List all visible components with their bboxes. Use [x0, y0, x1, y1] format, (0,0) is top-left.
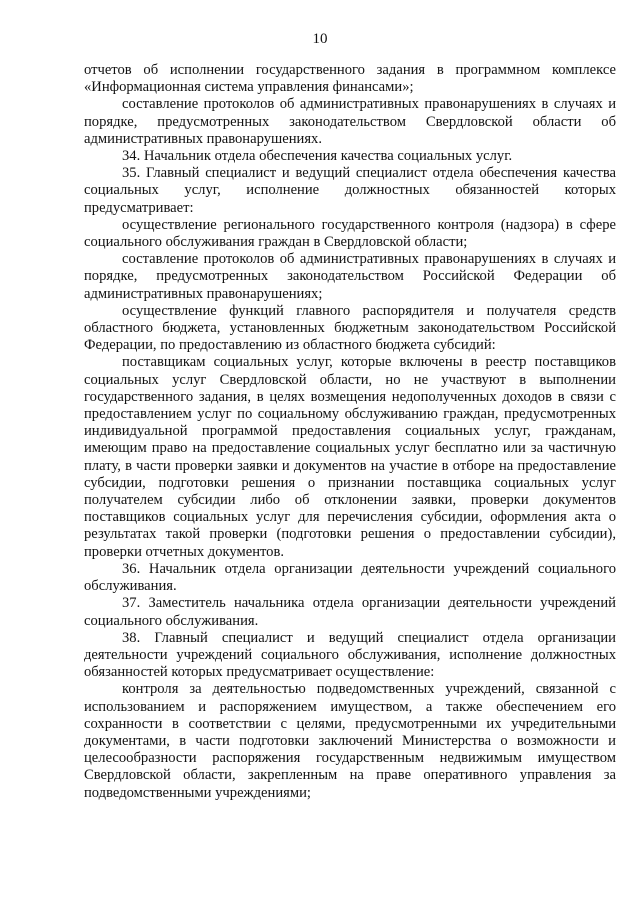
paragraph-continuation: отчетов об исполнении государственного задания в программном комплексе «Информационная система управления финансами»; [84, 62, 616, 96]
paragraph-item-35: 35. Главный специалист и ведущий специалист отдела обеспечения качества социальных услуг, исполнение должностных обязанностей которых предусматривает: [84, 165, 616, 216]
paragraph-protocols-sverdlovsk: составление протоколов об административных правонарушениях в случаях и порядке, предусмотренных законодательством Свердловской области об административных правонарушениях. [84, 96, 616, 147]
paragraph-budget-functions: осуществление функций главного распорядителя и получателя средств областного бюджета, установленных бюджетным законодательством Российской Федерации, по предоставлению из областного бюджета субсидий: [84, 302, 616, 354]
document-body [84, 62, 616, 802]
page-number: 10 [312, 31, 328, 47]
paragraph-item-36: 36. Начальник отдела организации деятельности учреждений социального обслуживания. [84, 560, 616, 595]
paragraph-item-37: 37. Заместитель начальника отдела организации деятельности учреждений социального обслуживания. [84, 595, 616, 629]
paragraph-property-control: контроля за деятельностью подведомственных учреждений, связанной с использованием и распоряжением имуществом, а также обеспечением его сохранности в соответствии с целями, предусмотренными их учредительными документами, в части подготовки заключений Министерства о возможности и целесообразности распоряжения государственным недвижимым имуществом Свердловской области, закрепленным на праве оперативного управления за подведомственными учреждениями; [84, 681, 616, 801]
paragraph-protocols-federal: составление протоколов об административных правонарушениях в случаях и порядке, предусмотренных законодательством Российской Федерации об административных правонарушениях; [84, 251, 616, 302]
paragraph-social-providers: поставщикам социальных услуг, которые включены в реестр поставщиков социальных услуг Свердловской области, но не участвуют в выполнении государственного задания, в целях возмещения недополученных доходов в связи с предоставлением услуг по социальному обслуживанию граждан, предусмотренных индивидуальной программой предоставления социальных услуг, гражданам, имеющим право на предоставление социальных услуг бесплатно или за частичную плату, в части проверки заявки и документов на участие в отборе на предоставление субсидии, подготовки решения о признании поставщика социальных услуг получателем субсидии либо об отклонении заявки, проверки документов поставщиков социальных услуг для перечисления субсидии, оформления акта о результатах такой проверки (подготовки решения о предоставлении субсидии), проверки отчетных документов. [84, 354, 616, 560]
paragraph-item-38: 38. Главный специалист и ведущий специалист отдела организации деятельности учреждений социального обслуживания, исполнение должностных обязанностей которых предусматривает осуществление: [84, 629, 616, 681]
paragraph-item-34: 34. Начальник отдела обеспечения качества социальных услуг. [122, 148, 513, 165]
paragraph-regional-control: осуществление регионального государственного контроля (надзора) в сфере социального обслуживания граждан в Свердловской области; [84, 216, 616, 251]
